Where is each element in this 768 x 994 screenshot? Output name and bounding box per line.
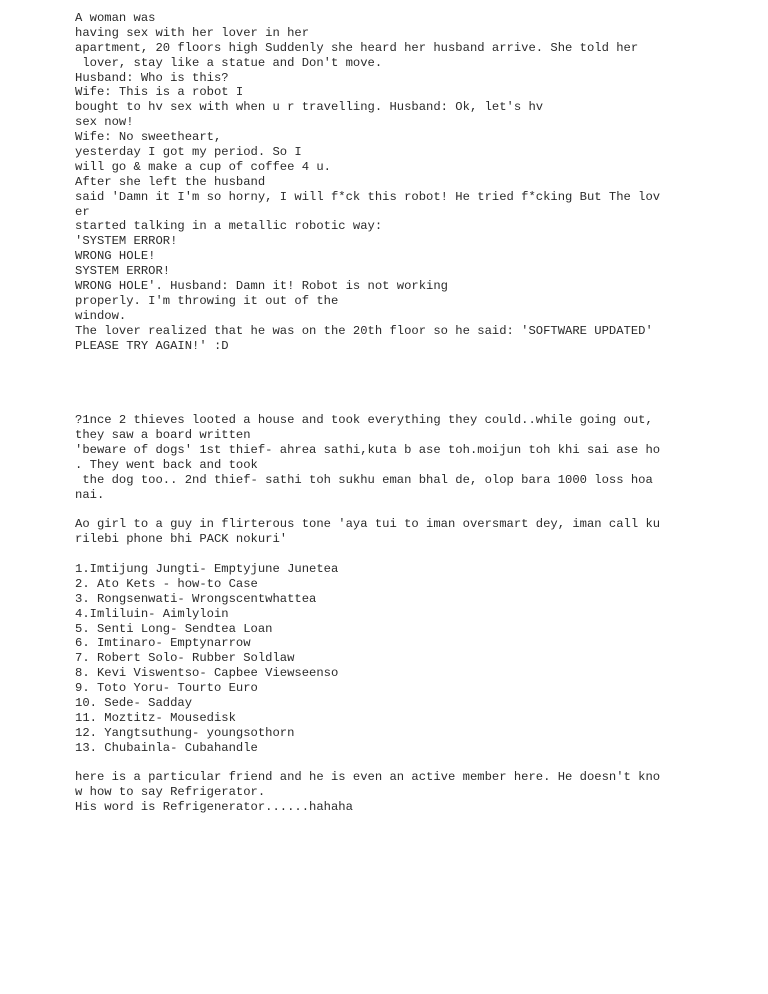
section-spacer <box>75 398 715 413</box>
text-line: w how to say Refrigerator. <box>75 785 266 800</box>
section-spacer <box>75 756 715 771</box>
name-puns-list <box>75 562 715 756</box>
text-line: yesterday I got my period. So I <box>75 145 302 160</box>
section-spacer <box>75 547 715 562</box>
text-line: lover, stay like a statue and Don't move. <box>75 55 383 70</box>
text-line: After she left the husband <box>75 174 266 189</box>
text-line: The lover realized that he was on the 20th floor so he said: 'SOFTWARE UPDATED' <box>75 323 653 338</box>
text-line: ?1nce 2 thieves looted a house and took everything they could..while going out, <box>75 413 653 428</box>
text-line: started talking in a metallic robotic way: <box>75 219 383 234</box>
section-spacer <box>75 353 715 398</box>
robot-joke-paragraph <box>75 11 715 353</box>
text-line: nai. <box>75 487 105 502</box>
text-line: Wife: No sweetheart, <box>75 130 222 145</box>
list-item: 3. Rongsenwati- Wrongscentwhattea <box>75 591 317 606</box>
section-spacer <box>75 502 715 517</box>
text-line: the dog too.. 2nd thief- sathi toh sukhu eman bhal de, olop bara 1000 loss hoa <box>75 472 653 487</box>
text-line: bought to hv sex with when u r travelling. Husband: Ok, let's hv <box>75 100 544 115</box>
text-line: er <box>75 204 90 219</box>
text-line: window. <box>75 308 127 323</box>
list-item: 11. Moztitz- Mousedisk <box>75 710 236 725</box>
flirt-joke-paragraph <box>75 517 715 547</box>
text-line: WRONG HOLE! <box>75 249 156 264</box>
text-line: Ao girl to a guy in flirterous tone 'aya tui to iman oversmart dey, iman call ku <box>75 517 661 532</box>
text-line: WRONG HOLE'. Husband: Damn it! Robot is not working <box>75 279 448 294</box>
text-line: said 'Damn it I'm so horny, I will f*ck this robot! He tried f*cking But The lov <box>75 189 661 204</box>
text-line: rilebi phone bhi PACK nokuri' <box>75 532 288 547</box>
text-line: A woman was <box>75 11 156 25</box>
text-line: having sex with her lover in her <box>75 25 310 40</box>
text-line: apartment, 20 floors high Suddenly she heard her husband arrive. She told her <box>75 40 639 55</box>
text-line: will go & make a cup of coffee 4 u. <box>75 159 331 174</box>
text-line: Wife: This is a robot I <box>75 85 244 100</box>
list-item: 5. Senti Long- Sendtea Loan <box>75 621 273 636</box>
list-item: 1.Imtijung Jungti- Emptyjune Junetea <box>75 561 339 576</box>
text-line: His word is Refrigenerator......hahaha <box>75 800 353 815</box>
text-line: . They went back and took <box>75 457 258 472</box>
text-line: they saw a board written <box>75 427 251 442</box>
list-item: 8. Kevi Viswentso- Capbee Viewseenso <box>75 666 339 681</box>
text-line: SYSTEM ERROR! <box>75 264 171 279</box>
text-line: Husband: Who is this? <box>75 70 229 85</box>
refrigerator-joke-paragraph <box>75 770 715 815</box>
list-item: 13. Chubainla- Cubahandle <box>75 740 258 755</box>
list-item: 12. Yangtsuthung- youngsothorn <box>75 725 295 740</box>
text-line: 'beware of dogs' 1st thief- ahrea sathi,kuta b ase toh.moijun toh khi sai ase ho <box>75 442 661 457</box>
text-line: PLEASE TRY AGAIN!' :D <box>75 338 229 353</box>
text-line: sex now! <box>75 115 134 130</box>
list-item: 4.Imliluin- Aimlyloin <box>75 606 229 621</box>
list-item: 7. Robert Solo- Rubber Soldlaw <box>75 651 295 666</box>
list-item: 6. Imtinaro- Emptynarrow <box>75 636 251 651</box>
list-item: 10. Sede- Sadday <box>75 695 193 710</box>
text-line: here is a particular friend and he is even an active member here. He doesn't kno <box>75 770 661 785</box>
thieves-joke-paragraph <box>75 413 715 502</box>
list-item: 9. Toto Yoru- Tourto Euro <box>75 681 258 696</box>
document-page <box>75 11 715 815</box>
text-line: properly. I'm throwing it out of the <box>75 293 339 308</box>
list-item: 2. Ato Kets - how-to Case <box>75 576 258 591</box>
text-line: 'SYSTEM ERROR! <box>75 234 178 249</box>
